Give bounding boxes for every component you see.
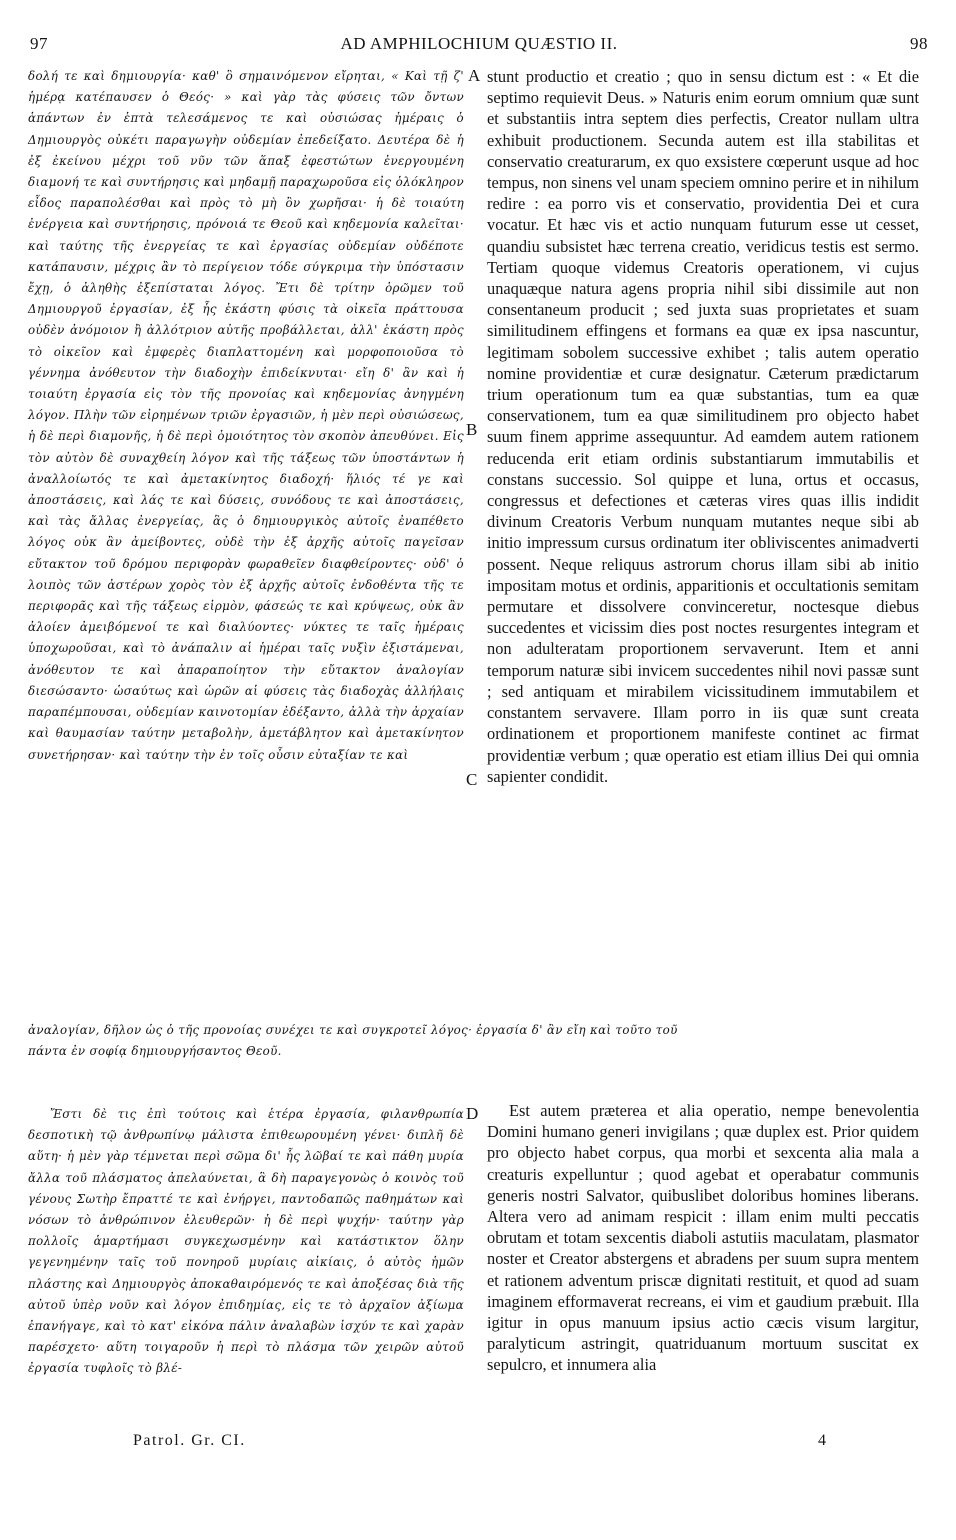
- latin-column-upper: [487, 66, 919, 787]
- margin-marker-a: A: [468, 66, 481, 85]
- footer-signature: Patrol. Gr. CI.: [133, 1432, 246, 1449]
- margin-marker-c: C: [466, 770, 478, 789]
- page-number-left: 97: [30, 34, 48, 53]
- latin-paragraph: Est autem præterea et alia operatio, nempe benevolentia Domini humano generi invigilans ; quæ duplex est. Prior quidem pro objecto habet corpus, qua morbi et sexcenta alia mala a creaturis expelluntur ; quod agebat et operabatur communis generis nostri Salvator, quibuslibet doloribus homines liberans. Altera vero ad animam respicit : illam enim multi peccatis obrutam et totam sexcentis diaboli astutiis maculatam, plasmator noster et Creator abstergens et abradens per suum supra mentem et rationem adventum priscæ dignitati restituit, et quod ad suam imaginem efformaverat recreans, ei vim et gaudium præbuit. Illa igitur in opus manuum ipsius actio cæcis visum largitur, paralyticum astringit, quatriduanum mortuum suscitat ex sepulcro, et innumera alia: [487, 1101, 919, 1375]
- greek-column-lower: [28, 1104, 464, 1380]
- greek-column-upper: [28, 66, 464, 766]
- running-header: [30, 34, 928, 62]
- running-title: AD AMPHILOCHIUM QUÆSTIO II.: [340, 34, 618, 53]
- greek-spanning-line: ἀναλογίαν, δῆλον ὡς ὁ τῆς προνοίας συνέχει τε καὶ συγκροτεῖ λόγος· ἐργασία δ' ἂν εἴη καὶ τοῦτο τοῦ: [28, 1023, 678, 1037]
- greek-paragraph: δολή τε καὶ δημιουργία· καθ' ὃ σημαινόμενον εἴρηται, « Καὶ τῇ ζ' ἡμέρᾳ κατέπαυσεν ὁ Θεός· » καὶ γὰρ τὰς φύσεις τῶν ὄντων ἁπάντων ἐν ἑπτὰ τελεσάμενος τε καὶ οὐσιώσας ἡμέραις ὁ Δημιουργὸς οὐκέτι παραγωγὴν οὐδεμίαν ἐπεδείξατο. Δευτέρα δὲ ἡ ἐξ ἐκείνου μέχρι τοῦ νῦν τῶν ἅπαξ ἐφεστώτων ἐνεργουμένη διαμονή τε καὶ συντήρησις καὶ μηδαμῇ παραχωροῦσα εἰς ὁλόκληρον εἶδος παραπολέσθαι καὶ πρὸς τὸ μὴ ὂν χωρῆσαι· ἡ δὲ τοιαύτη ἐνέργεια καὶ συντήρησις, πρόνοιά τε Θεοῦ καὶ κηδεμονία καλεῖται· καὶ ταύτης τῆς ἐνεργείας τε καὶ ἐργασίας οὐδεμίαν οὐδέποτε κατάπαυσιν, μέχρις ἂν τὸ περίγειον τόδε σύγκριμα τὴν ὑπόστασιν ἔχῃ, ὁ ἀληθὴς ἐξεπίσταται λόγος. Ἔτι δὲ τρίτην ὁρῶμεν τοῦ Δημιουργοῦ ἐργασίαν, ἐξ ἧς ἑκάστη φύσις τὰ οἰκεῖα πράττουσα οὐδὲν ἀνόμοιον ἢ ἀλλότριον αὐτῆς προβάλλεται, ἀλλ' ἑκάστη πρὸς τὸ οἰκεῖον καὶ ἐμφερὲς διαπλαττομένη καὶ μορφοποιοῦσα τὸ γέννημα ἀνόθευτον τὴν διαδοχὴν ἐπιδείκνυται· εἴη δ' ἂν καὶ ἡ τοιαύτη ἐργασία εἰς τὸν τῆς προνοίας καὶ κηδεμονίας ἀνηγμένη λόγον. Πλὴν τῶν εἰρημένων τριῶν ἐργασιῶν, ἡ μὲν περὶ οὐσιώσεως, ἡ δὲ περὶ διαμονῆς, ἡ δὲ περὶ ὁμοιότητος τὸν σκοπὸν ἀπευθύνει. Εἰς τὸν αὐτὸν δὲ συναχθείη λόγον καὶ τῆς τάξεως τῶν ὑποστάντων ἡ ἀναλλοίωτός τε καὶ ἀμετακίνητος διαδοχή· ἥλιός τέ γε καὶ ἀποστάσεις, καὶ λάς τε καὶ δύσεις, συνόδους τε καὶ ἀποστάσεις, καὶ τὰς ἄλλας ἐνεργείας, ἃς ὁ δημιουργικὸς αὐτοῖς ἐναπέθετο λόγος οὐκ ἂν ἀμείβοντες, οὐδὲ τὴν ἐξ ἀρχῆς αὐτοῖς παγεῖσαν εὔτακτον τοῦ δρόμου περιφορὰν φωραθεῖεν διαφθείροντες· οὐδ' ὁ λοιπὸς τῶν ἀστέρων χορὸς τὸν ἐξ ἀρχῆς αὐτοῖς ἐνδοθέντα τῆς τε περιφορᾶς καὶ τῆς τάξεως εἱρμὸν, φάσεώς τε καὶ κρύψεως, οὐκ ἂν ἀλοίεν ἀμειβόμενοί τε καὶ διαλύοντες· νύκτες τε ταῖς ἡμέραις ὑποχωροῦσαι, καὶ τὸ ἀνάπαλιν αἱ ἡμέραι ταῖς νυξὶν ἐξιστάμεναι, ἀνόθευτον τε καὶ ἀπαραποίητον τὴν εὔτακτον ἀναλογίαν διεσώσαντο· ὡσαύτως καὶ ὡρῶν αἱ φύσεις τὰς διαδοχὰς ἀλλήλαις παραπέμπουσαι, οὐδεμίαν καινοτομίαν ἐδέξαντο, ἀλλὰ τὴν ἀρχαίαν καὶ θαυμασίαν ταύτην μεταβολὴν, ἀμετάβλητον καὶ ἀμετακίνητον συνετήρησαν· καὶ ταύτην τὴν ἐν τοῖς οὖσιν εὐταξίαν τε καὶ: [28, 69, 464, 762]
- margin-marker-b: B: [466, 420, 478, 439]
- margin-marker-d: D: [466, 1104, 479, 1123]
- latin-paragraph: stunt productio et creatio ; quo in sensu dictum est : « Et die septimo requievit Deus. » Naturis enim eorum omnium quæ sunt et substantiis intra septem dies perfectis, Creator nullam ultra exhibuit productionem. Secunda autem est illa stabilitas et conservatio creaturarum, ex quo exsistere cœperunt usque ad hoc tempus, non sinens vel unam speciem omnino perire et in nihilum redire : ea porro vis et conservatio, providentia Dei et cura vocatur. Et hæc vis et actio nunquam futurum esse ut cesset, quandiu subsistet hæc terrena creatio, veridicus testis est sermo. Tertiam quoque videmus Creatoris operationem, vi cujus unaquæque natura agens propria nihil sibi dissimile aut non consentaneum producit ; sed juxta suas proprietates et suam similitudinem effingens et formans ea quæ ex ipsa nascuntur, legitimam sobolem successive exhibet ; talis autem operatio nomine providentiæ et curæ designatur. Cæterum prædictarum trium operationum tum ea quæ substantias, tum ea quæ conservationem, tum ea quæ similitudinem pro objecto habet suum finem apprime assequuntur. Ad eamdem autem rationem reducenda erit etiam ordinis substantiarum immutabilis et constans successio. Sol quippe et luna, ortus et occasus, congressus et defectiones et cæteras vires quas illis indidit divinum Creatoris Verbum nunquam mutantes neque sibi ab initio impressum cursus ordinatum iter obliviscentes animadverti possent. Neque reliquus astrorum chorus illam sibi ab initio impositam motus et ordinis, apparitionis et occultationis semitam permutare et dissolvere convinceretur, noctesque diebus succedentes et vicissim dies post noctes resurgentes integram et non adulteratam proportionem servaverunt. Item et anni temporum naturæ sibi invicem succedentes nihil novi passæ sunt ; sed antiquam et mirabilem vicissitudinem immutabilem et constantem servavere. Illam porro in iis quæ sunt creata ordinationem et proportionem manifeste continet ac firmat providentiæ verbum ; quæ operatio est etiam illius Dei qui omnia sapienter condidit.: [487, 67, 919, 786]
- footer-sheet-number: 4: [818, 1432, 826, 1449]
- page-number-right: 98: [910, 34, 928, 53]
- greek-closing-line: πάντα ἐν σοφίᾳ δημιουργήσαντος Θεοῦ.: [28, 1044, 282, 1058]
- latin-column-lower: [487, 1100, 919, 1376]
- greek-paragraph: Ἔστι δὲ τις ἐπὶ τούτοις καὶ ἑτέρα ἐργασία, φιλανθρωπία δεσποτικὴ τῷ ἀνθρωπίνῳ μάλιστα ἐπιθεωρουμένη γένει· διπλῆ δὲ αὕτη· ἡ μὲν γὰρ τέμνεται περὶ σῶμα δι' ἧς λῶβαί τε καὶ πάθη μυρία ἄλλα τοῦ πλάσματος ἀπελαύνεται, ἃ δὴ παραγεγονὼς ὁ κοινὸς τοῦ γένους Σωτὴρ ἔπραττέ τε καὶ ἐνήργει, παντοδαπῶς παθημάτων καὶ νόσων τὸ ἀνθρώπινον ἐλευθερῶν· ἡ δὲ περὶ ψυχήν· ταύτην γὰρ πολλοῖς ἁμαρτήμασι συγκεχωσμένην καὶ κατάστικτον ὅλην γεγενημένην ταῖς τοῦ πονηροῦ μυρίαις αἰκίαις, ὁ αὐτὸς ἡμῶν πλάστης καὶ Δημιουργὸς ἀποκαθαιρόμενός τε καὶ ἀποξέσας διὰ τῆς αὐτοῦ ὑπὲρ νοῦν καὶ λόγον ἐπιδημίας, εἰς τε τὸ ἀρχαῖον ἀξίωμα ἐπανήγαγε, καὶ τὸ κατ' εἰκόνα πάλιν ἀναλαβὼν ἰσχύν τε καὶ χαρὰν παρέσχετο· αὕτη τοιγαροῦν ἡ περὶ τὸ πλάσμα τῶν χειρῶν αὐτοῦ ἐργασία τυφλοῖς τὸ βλέ-: [28, 1107, 464, 1376]
